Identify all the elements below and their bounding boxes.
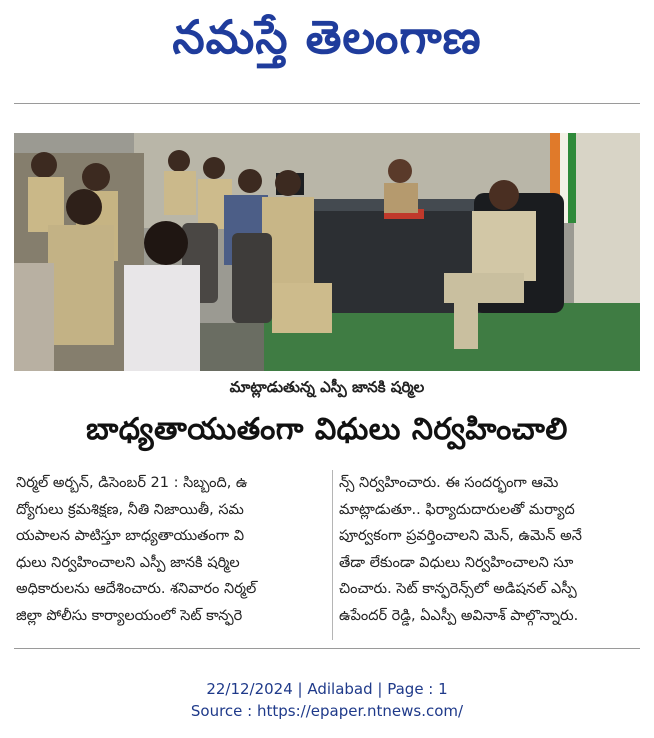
body-line: మాట్లాడుతూ.. ఫిర్యాదుదారులతో మర్యాద (339, 501, 575, 518)
body-line: ద్యోగులు క్రమశిక్షణ, నీతి నిజాయితీ, సమ (16, 501, 244, 518)
article-column-right (339, 470, 639, 630)
body-line: అధికారులను ఆదేశించారు. శనివారం నిర్మల్ (16, 581, 257, 598)
column-divider (332, 470, 333, 640)
body-line: ధులు నిర్వహించాలని ఎస్పీ జానకి షర్మిల (16, 554, 240, 571)
bottom-rule (14, 648, 640, 649)
article-headline: బాధ్యతాయుతంగా విధులు నిర్వహించాలి (86, 412, 568, 447)
masthead-title: నమస్తే తెలంగాణ (172, 10, 482, 64)
body-line: ఉపేందర్ రెడ్డి, ఏఎస్పీ అవినాశ్ పాల్గొన్నారు. (339, 607, 579, 624)
photo-caption: మాట్లాడుతున్న ఎస్పీ జానకి షర్మిల (229, 378, 425, 396)
body-line: యపాలన పాటిస్తూ బాధ్యతాయుతంగా వి (16, 528, 245, 545)
footer-source: Source : https://epaper.ntnews.com/ (190, 702, 464, 720)
article-column-left (16, 470, 324, 630)
news-photo (14, 133, 640, 371)
top-rule (14, 103, 640, 104)
body-line: న్స్ నిర్వహించారు. ఈ సందర్భంగా ఆమె (339, 475, 559, 491)
body-line: చించారు. సెట్ కాన్ఫరెన్స్‌లో అడిషనల్ ఎస్పీ (339, 581, 577, 598)
body-line: నిర్మల్ అర్బన్, డిసెంబర్ 21 : సిబ్బంది, ఉ (16, 475, 248, 491)
body-line: జిల్లా పోలీసు కార్యాలయంలో సెట్ కాన్ఫరె (16, 607, 243, 624)
body-line: పూర్వకంగా ప్రవర్తించాలని మెన్, ఉమెన్ అనే (339, 528, 582, 545)
footer-date-edition: 22/12/2024 | Adilabad | Page : 1 (206, 680, 448, 698)
body-line: తేడా లేకుండా విధులు నిర్వహించాలని సూ (339, 554, 574, 571)
